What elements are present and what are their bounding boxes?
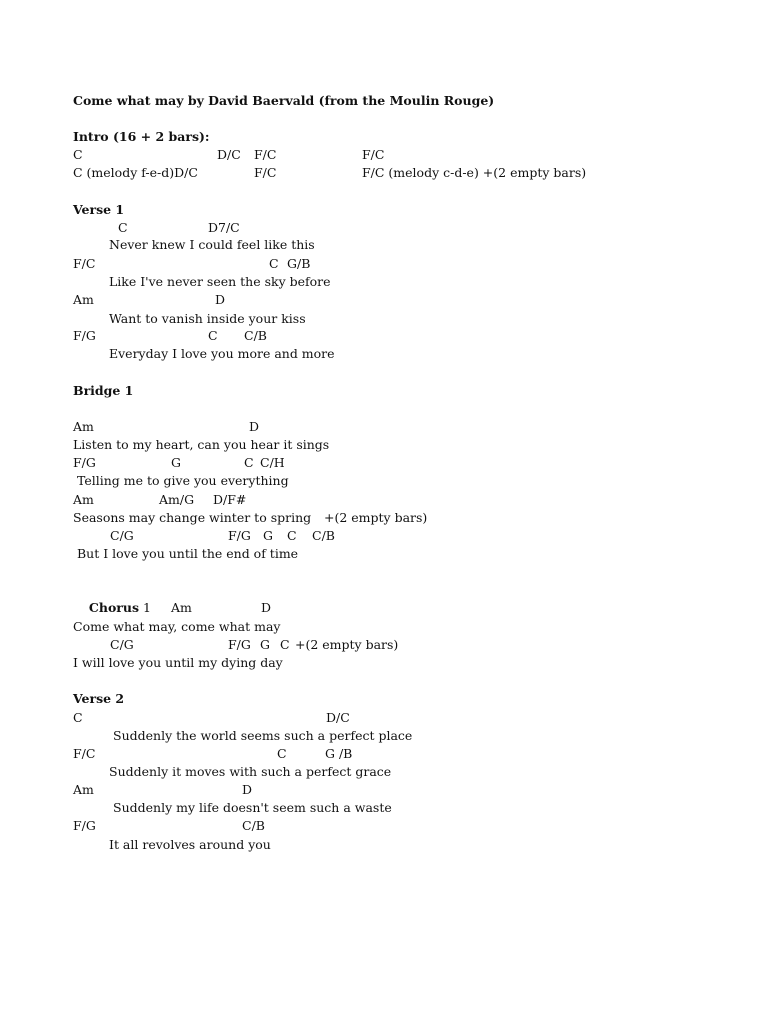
intro-chord-line-2 (73, 164, 587, 182)
chord: D (249, 419, 260, 434)
chord-line (73, 817, 265, 835)
chord: D7/C (208, 220, 240, 235)
lyric-text: Seasons may change winter to spring (73, 510, 312, 525)
chord-line (73, 219, 240, 237)
chord: D/F# (213, 492, 247, 507)
chord: G (171, 455, 181, 470)
chord: G /B (325, 746, 353, 761)
chord-line (73, 255, 311, 273)
chord: F/G (73, 455, 96, 470)
lyric-line: Listen to my heart, can you hear it sings (73, 437, 330, 452)
page-title: Come what may by David Baervald (from the Moulin Rouge) (73, 93, 495, 108)
chord: C/B (312, 528, 335, 543)
annotation: +(2 empty bars) (295, 637, 399, 652)
chord-line (73, 781, 253, 799)
chord: C/G (110, 637, 134, 652)
lyric-line: But I love you until the end of time (77, 546, 299, 561)
lyric-line: Want to vanish inside your kiss (109, 311, 306, 326)
intro-chord-line-1 (73, 146, 385, 164)
intro-heading: Intro (16 + 2 bars): (73, 129, 210, 144)
chord: Am (171, 600, 192, 615)
chord: F/C (254, 147, 277, 162)
chord: C (277, 746, 287, 761)
chorus1-heading (73, 581, 151, 615)
lyric-line: It all revolves around you (109, 837, 271, 852)
chord: F/C (melody c-d-e) +(2 empty bars) (362, 165, 587, 180)
chord: F/C (254, 165, 277, 180)
chord-line (73, 636, 399, 654)
section-number: 1 (142, 600, 151, 615)
chord: C (244, 455, 254, 470)
section-heading: Chorus (88, 600, 139, 615)
chord: C (287, 528, 297, 543)
chord-line (73, 491, 247, 509)
chord: G (260, 637, 270, 652)
lyric-line: Telling me to give you everything (77, 473, 289, 488)
chord: C (melody f-e-d)D/C (73, 165, 198, 180)
chord: F/G (73, 818, 96, 833)
chord-line (73, 454, 285, 472)
verse1-heading: Verse 1 (73, 202, 125, 217)
chord-line (73, 527, 335, 545)
lyric-line: I will love you until my dying day (73, 655, 283, 670)
chord: F/C (73, 746, 96, 761)
chord: Am (73, 492, 94, 507)
chord: F/G (228, 637, 251, 652)
chord: Am (73, 419, 94, 434)
lyric-line: Everyday I love you more and more (109, 346, 335, 361)
chord-line (73, 709, 350, 727)
chord: C (269, 256, 279, 271)
chord: D (261, 600, 272, 615)
lyric-line: Suddenly it moves with such a perfect grace (109, 764, 392, 779)
chord: G (263, 528, 273, 543)
lyric-line: Like I've never seen the sky before (109, 274, 331, 289)
chord: C/B (244, 328, 267, 343)
verse2-heading: Verse 2 (73, 691, 125, 706)
chord-line (73, 327, 267, 345)
annotation: +(2 empty bars) (324, 510, 428, 525)
chord: D (242, 782, 253, 797)
chord: F/C (73, 256, 96, 271)
chord: Am/G (159, 492, 195, 507)
chord: F/G (228, 528, 251, 543)
chord: D/C (326, 710, 350, 725)
lyric-line (73, 509, 428, 527)
chord: C (280, 637, 290, 652)
chord: C (73, 710, 83, 725)
chord: F/G (73, 328, 96, 343)
chord: C/B (242, 818, 265, 833)
chord: D/C (217, 147, 241, 162)
lyric-line: Never knew I could feel like this (109, 237, 315, 252)
chord: D (215, 292, 226, 307)
chord: C (73, 147, 83, 162)
chord: F/C (362, 147, 385, 162)
chord-line (73, 418, 260, 436)
chord: Am (73, 782, 94, 797)
lyric-line: Suddenly my life doesn't seem such a waste (113, 800, 392, 815)
chord: C (118, 220, 128, 235)
chord: Am (73, 292, 94, 307)
chord: C (208, 328, 218, 343)
chord: C/H (260, 455, 285, 470)
chord-line (73, 291, 226, 309)
chord-line (73, 745, 353, 763)
chord: G/B (287, 256, 311, 271)
lyric-line: Come what may, come what may (73, 619, 281, 634)
chord: C/G (110, 528, 134, 543)
lyric-line: Suddenly the world seems such a perfect place (113, 728, 413, 743)
bridge1-heading: Bridge 1 (73, 383, 134, 398)
